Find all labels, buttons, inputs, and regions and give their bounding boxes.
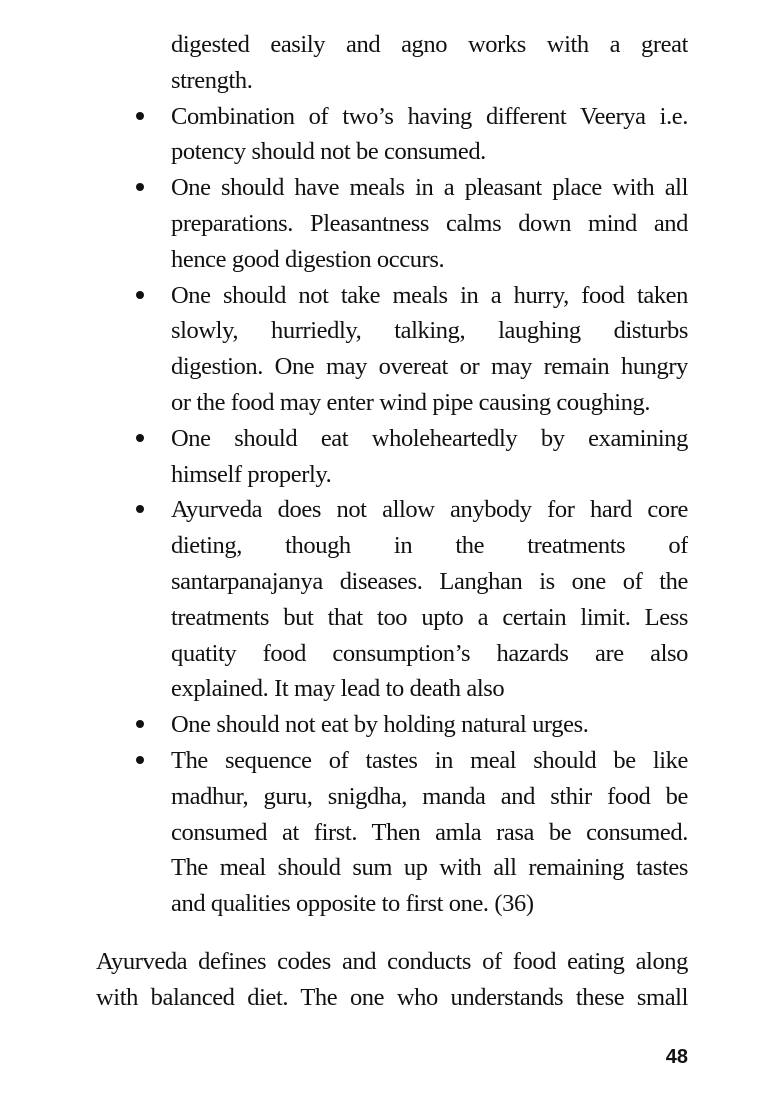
bullet-icon — [136, 183, 144, 191]
list-item-line: The meal should sum up with all remaining tastes — [171, 854, 688, 882]
list-item-line: digestion. One may overeat or may remain hungry — [171, 353, 688, 381]
list-item-line: consumed at first. Then amla rasa be consumed. — [171, 818, 688, 846]
bullet-icon — [136, 720, 144, 728]
list-item-line: digested easily and agno works with a great — [171, 31, 688, 58]
list-item — [171, 27, 688, 99]
paragraph-line: with balanced diet. The one who understands these small — [96, 983, 688, 1011]
list-item — [171, 99, 688, 171]
list-item-line: Combination of two’s having different Veerya i.e. — [171, 102, 688, 130]
bullet-icon — [136, 756, 144, 764]
bullet-icon — [136, 505, 144, 513]
list-item-line: strength. — [171, 66, 253, 94]
list-item-line: madhur, guru, snigdha, manda and sthir food be — [171, 782, 688, 810]
list-item-line: preparations. Pleasantness calms down mind and — [171, 209, 688, 237]
list-item — [171, 707, 688, 743]
bullet-icon — [136, 291, 144, 299]
list-item — [171, 278, 688, 421]
list-item-line: One should eat wholeheartedly by examining — [171, 424, 688, 452]
list-item-line: himself properly. — [171, 460, 332, 488]
list-item-line: santarpanajanya diseases. Langhan is one of the — [171, 567, 688, 595]
bullet-icon — [136, 434, 144, 442]
paragraph-line: Ayurveda defines codes and conducts of food eating along — [96, 948, 688, 975]
list-item-line: quatity food consumption’s hazards are also — [171, 639, 688, 667]
list-item — [171, 492, 688, 707]
list-item-line: One should not take meals in a hurry, food taken — [171, 281, 688, 309]
page-number: 48 — [665, 1046, 688, 1068]
list-item-line: hence good digestion occurs. — [171, 245, 445, 273]
list-item-line: One should have meals in a pleasant place with all — [171, 174, 688, 202]
list-item-line: or the food may enter wind pipe causing coughing. — [171, 388, 651, 416]
list-item — [171, 421, 688, 493]
list-item-line: potency should not be consumed. — [171, 138, 486, 166]
body-paragraph — [96, 944, 688, 1016]
list-item — [171, 170, 688, 277]
bullet-icon — [136, 112, 144, 120]
list-item-line: treatments but that too upto a certain limit. Less — [171, 603, 688, 631]
list-item — [171, 743, 688, 922]
bullet-list — [0, 27, 780, 922]
list-item-line: The sequence of tastes in meal should be like — [171, 746, 688, 774]
list-item-line: slowly, hurriedly, talking, laughing disturbs — [171, 317, 688, 345]
list-item-line: One should not eat by holding natural urges. — [171, 711, 589, 739]
list-item-line: and qualities opposite to first one. (36) — [171, 890, 534, 918]
list-item-line: dieting, though in the treatments of — [171, 532, 688, 560]
list-item-line: explained. It may lead to death also — [171, 675, 505, 703]
list-item-line: Ayurveda does not allow anybody for hard core — [171, 496, 688, 524]
